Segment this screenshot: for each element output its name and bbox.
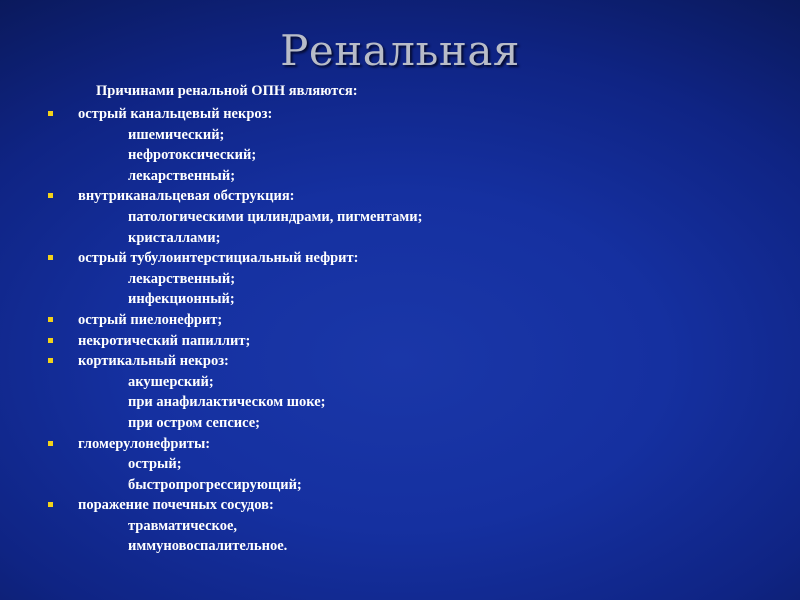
list-item-text: гломерулонефриты: [78,435,211,452]
list-item-text: при анафилактическом шоке; [128,394,326,411]
sub-list-item [0,413,800,434]
square-bullet-icon [48,502,53,507]
list-item-text: инфекционный; [128,291,235,308]
list-item-text: при остром сепсисе; [128,414,260,431]
list-item-text: патологическими цилиндрами, пигментами; [128,208,423,225]
list-item-text: лекарственный; [128,167,236,184]
list-item-text: нефротоксический; [128,147,257,164]
list-item-text: травматическое, [128,517,238,534]
sub-list-item [0,516,800,537]
sub-list-item [0,228,800,249]
square-bullet-icon [48,338,53,343]
sub-list-item [0,145,800,166]
slide-title: Ренальная [280,26,520,75]
list-item-text: острый канальцевый некроз: [78,106,273,122]
list-item [0,331,800,352]
sub-list-item [0,269,800,290]
sub-list-item [0,454,800,475]
sub-list-item [0,372,800,393]
list-item-text: поражение почечных сосудов: [78,497,274,514]
list-item [0,495,800,516]
square-bullet-icon [48,111,53,116]
list-item-text: лекарственный; [128,270,236,287]
list-item-text: ишемический; [128,126,225,143]
list-item-text: акушерский; [128,373,214,390]
sub-list-item [0,289,800,310]
sub-list-item [0,207,800,228]
list-item [0,186,800,207]
sub-list-item [0,536,800,557]
list-item [0,310,800,331]
sub-list-item [0,166,800,187]
list-item-text: острый тубулоинтерстициальный нефрит: [78,250,359,267]
list-item-text: кристаллами; [128,229,221,246]
list-item-text: внутриканальцевая обструкция: [78,188,295,205]
square-bullet-icon [48,358,53,363]
list-item-text: быстропрогрессирующий; [128,476,302,493]
list-item-text: острый пиелонефрит; [78,311,223,328]
sub-list-item [0,392,800,413]
list-item-text: острый; [128,456,182,473]
list-item [0,248,800,269]
list-item-text: кортикальный некроз: [78,353,229,370]
list-item-text: иммуновоспалительное. [128,538,288,555]
list-item [0,434,800,455]
sub-list-item [0,125,800,146]
list-item [0,351,800,372]
list-item [0,104,800,125]
sub-list-item [0,475,800,496]
square-bullet-icon [48,441,53,446]
square-bullet-icon [48,317,53,322]
square-bullet-icon [48,255,53,260]
intro-text: Причинами ренальной ОПН являются: [96,83,358,99]
square-bullet-icon [48,193,53,198]
list-item-text: некротический папиллит; [78,332,251,349]
cause-list [0,104,800,557]
